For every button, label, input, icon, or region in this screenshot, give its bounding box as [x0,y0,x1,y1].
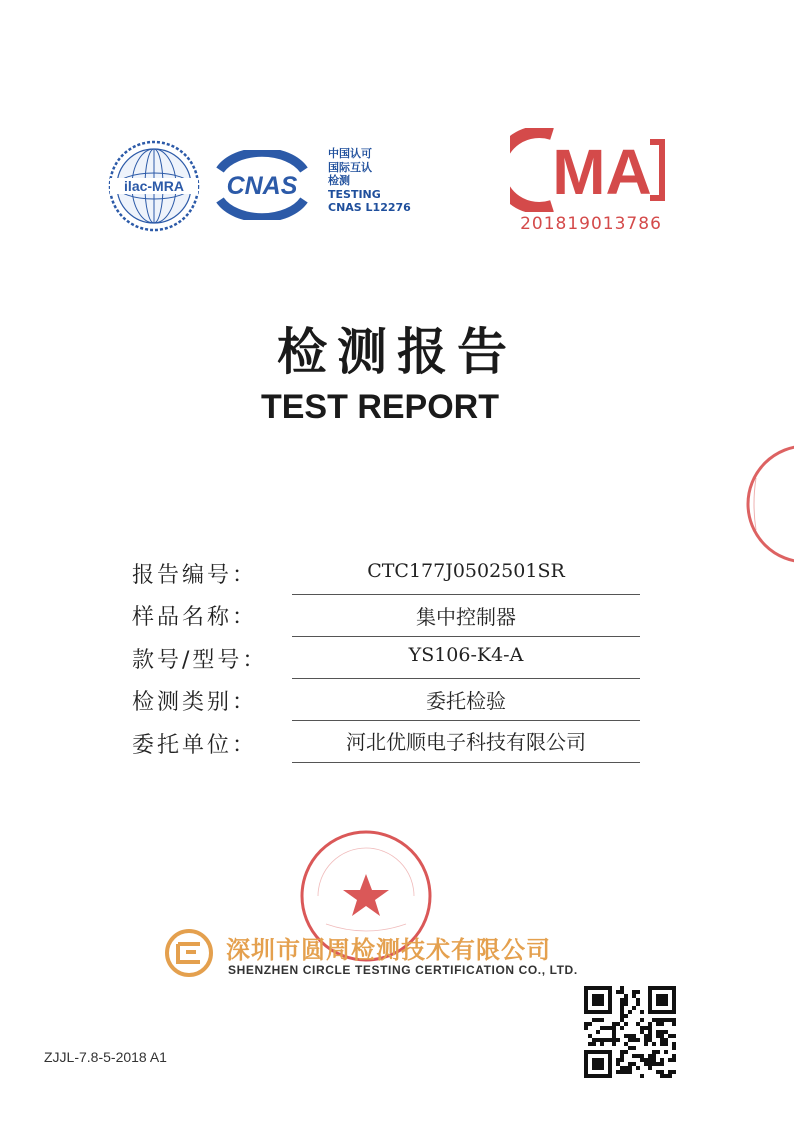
field-underline [292,762,640,763]
company-name-chinese: 深圳市圆周检测技术有限公司 [226,936,551,964]
sample-name-value: 集中控制器 [416,605,516,629]
field-underline [292,678,640,679]
model-number-label: 款号/型号： [132,648,268,673]
cnas-line: 国际互认 [328,160,372,174]
test-category-label: 检测类别： [132,690,258,715]
ilac-mra-logo [108,140,200,232]
client-label: 委托单位： [132,733,258,758]
client-value: 河北优顺电子科技有限公司 [346,730,586,754]
field-underline [292,594,640,595]
cnas-text: CNAS [226,172,298,200]
cnas-line: CNAS L12276 [328,201,411,214]
cnas-line: 中国认可 [328,147,372,160]
qr-code [584,986,676,1078]
cma-number: 201819013786 [520,214,662,234]
field-underline [292,720,640,721]
sample-name-label: 样品名称： [132,605,258,630]
cnas-logo [212,150,312,220]
cnas-line: TESTING [328,187,381,201]
cma-logo [510,128,670,212]
ilac-text: ilac-MRA [124,178,184,194]
document-code: ZJJL-7.8-5-2018 A1 [44,1049,167,1065]
field-underline [292,636,640,637]
cma-text: MA [552,136,652,208]
model-number-value: YS106-K4-A [408,644,524,666]
cnas-line: 检测 [328,174,350,187]
test-category-value: 委托检验 [426,689,506,713]
company-name-english: SHENZHEN CIRCLE TESTING CERTIFICATION CO., LTD. [228,963,578,977]
company-logo [164,928,218,978]
report-number-value: CTC177J0502501SR [367,560,565,582]
cnas-accreditation-text [328,147,418,215]
report-number-label: 报告编号： [132,563,258,588]
report-title-chinese: 检测报告 [277,323,517,381]
partial-seal-stamp [742,438,794,570]
report-title-english: TEST REPORT [260,388,500,426]
